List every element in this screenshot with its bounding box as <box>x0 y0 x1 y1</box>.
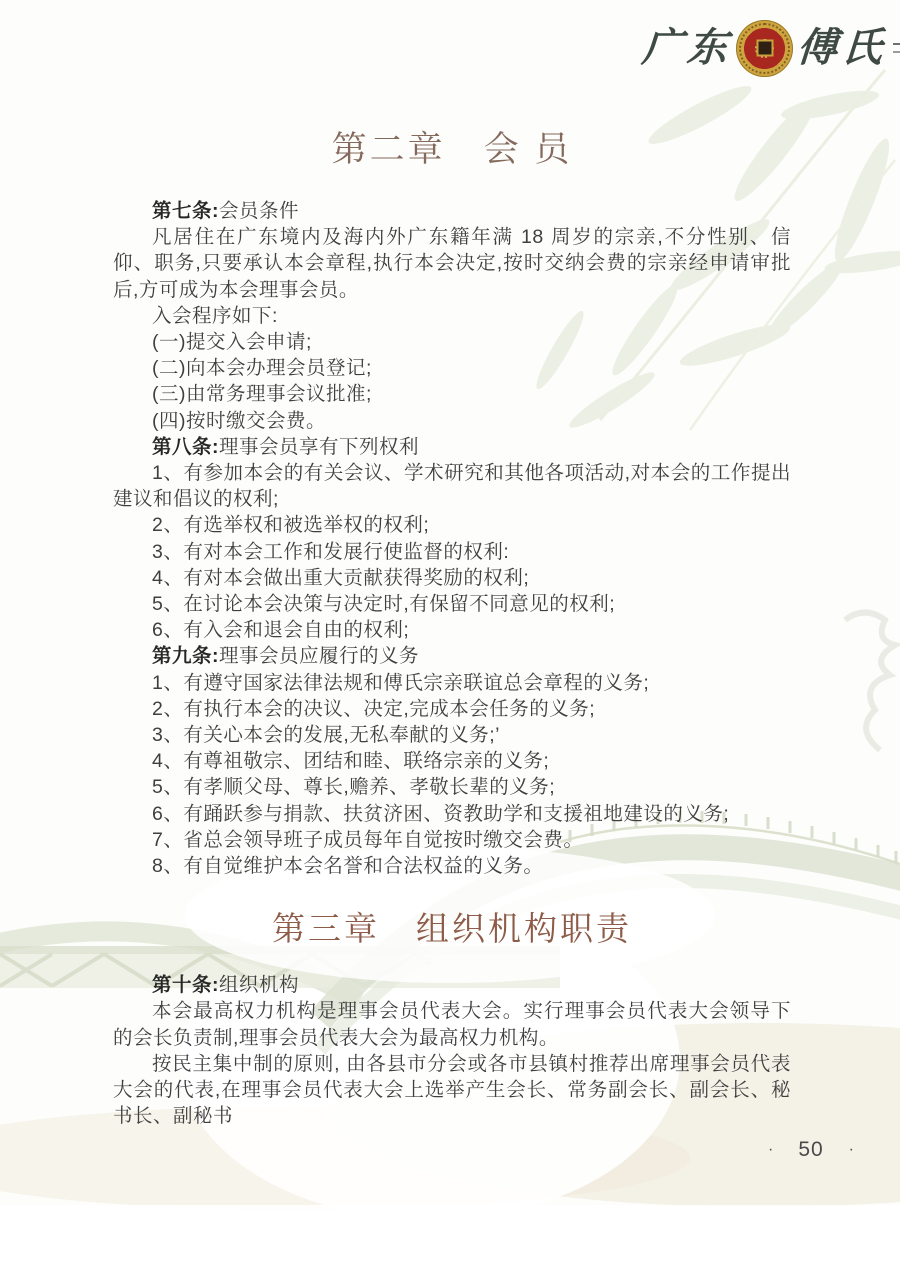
clan-seal-icon <box>736 20 793 77</box>
paragraph-text: (一)提交入会申请; <box>152 331 312 354</box>
footer-dot: · <box>768 1141 774 1158</box>
list-item <box>113 801 791 827</box>
paragraph-text: 2、有执行本会的决议、决定,完成本会任务的义务; <box>152 697 596 720</box>
list-item <box>113 591 791 617</box>
article-9-heading <box>113 643 791 669</box>
header-rule <box>893 43 900 53</box>
paragraph-text: 7、省总会领导班子成员每年自觉按时缴交会费。 <box>152 828 584 851</box>
list-item <box>113 408 791 434</box>
paragraph-text: 理事会员享有下列权利 <box>219 435 420 458</box>
article-7-heading <box>113 198 791 224</box>
article-label: 第十条: <box>152 974 219 997</box>
page-header <box>642 16 900 80</box>
paragraph-text: 8、有自觉维护本会名誉和合法权益的义务。 <box>152 855 544 878</box>
chapter2-title: 第二章 会 员 <box>331 130 573 169</box>
paragraph-text: 按民主集中制的原则, 由各县市分会或各市县镇村推荐出席理事会员代表大会的代表,在理事会员代表大会上选举产生会长、常务副会长、副会长、秘书长、副秘书 <box>113 1052 791 1128</box>
paragraph-text: 本会最高权力机构是理事会员代表大会。实行理事会员代表大会领导下的会长负责制,理事会员代表大会为最高权力机构。 <box>113 1000 791 1049</box>
paragraph-text: 组织机构 <box>219 974 300 997</box>
page-footer <box>768 1138 854 1162</box>
page-content <box>113 112 791 1130</box>
article-label: 第七条: <box>152 200 219 222</box>
paragraph-text: 入会程序如下: <box>152 304 278 327</box>
paragraph-text: 3、有关心本会的发展,无私奉献的义务;’ <box>152 724 501 747</box>
article-label: 第九条: <box>152 645 219 668</box>
chapter3-title: 第三章 组织机构职责 <box>272 910 632 948</box>
list-item <box>113 853 791 879</box>
header-brand-guangdong: 广东 <box>640 26 734 70</box>
paragraph-text: 会员条件 <box>219 200 300 222</box>
header-brand-fushi: 傅氏 <box>795 26 889 70</box>
list-item <box>113 748 791 774</box>
paragraph <box>113 1051 791 1130</box>
paragraph <box>113 224 791 303</box>
list-item <box>113 539 791 565</box>
paragraph <box>113 303 791 329</box>
page-number: 50 <box>798 1138 824 1161</box>
list-item <box>113 355 791 381</box>
list-item <box>113 460 791 512</box>
paragraph-text: (三)由常务理事会议批准; <box>152 383 372 406</box>
faint-sketch-watermark <box>845 613 895 751</box>
paragraph-text: 4、有对本会做出重大贡献获得奖励的权利; <box>152 566 530 589</box>
paragraph-text: 1、有遵守国家法律法规和傅氏宗亲联谊总会章程的义务; <box>152 671 650 694</box>
list-item <box>113 670 791 696</box>
paragraph-text: (二)向本会办理会员登记; <box>152 357 372 380</box>
list-item <box>113 617 791 643</box>
list-item <box>113 329 791 355</box>
list-item <box>113 696 791 722</box>
footer-dot: · <box>848 1141 854 1158</box>
paragraph-text: 5、在讨论本会决策与决定时,有保留不同意见的权利; <box>152 593 616 616</box>
list-item <box>113 722 791 748</box>
paragraph <box>113 998 791 1050</box>
paragraph-text: 5、有孝顺父母、尊长,赡养、孝敬长辈的义务; <box>152 776 556 799</box>
paragraph-text: 3、有对本会工作和发展行使监督的权利: <box>152 540 510 563</box>
paragraph-text: 理事会员应履行的义务 <box>219 645 420 668</box>
list-item <box>113 774 791 800</box>
paragraph-text: 4、有尊祖敬宗、团结和睦、联络宗亲的义务; <box>152 750 550 773</box>
paragraph-text: 6、有踊跃参与捐款、扶贫济困、资教助学和支援祖地建设的义务; <box>152 802 730 825</box>
paragraph-text: 1、有参加本会的有关会议、学术研究和其他各项活动,对本会的工作提出建议和倡议的权利; <box>113 462 791 511</box>
list-item <box>113 565 791 591</box>
paragraph-text: 2、有选举权和被选举权的权利; <box>152 514 430 537</box>
article-label: 第八条: <box>152 435 219 458</box>
list-item <box>113 512 791 538</box>
paragraph-text: 凡居住在广东境内及海内外广东籍年满 18 周岁的宗亲,不分性别、信仰、职务,只要承认本会章程,执行本会决定,按时交纳会费的宗亲经申请审批后,方可成为本会理事会员。 <box>113 226 791 301</box>
paragraph-text: 6、有入会和退会自由的权利; <box>152 619 410 642</box>
list-item <box>113 381 791 407</box>
paragraph-text: (四)按时缴交会费。 <box>152 409 326 432</box>
seal-center-square <box>758 42 771 55</box>
article-10-heading <box>113 972 791 998</box>
list-item <box>113 827 791 853</box>
article-8-heading <box>113 434 791 460</box>
